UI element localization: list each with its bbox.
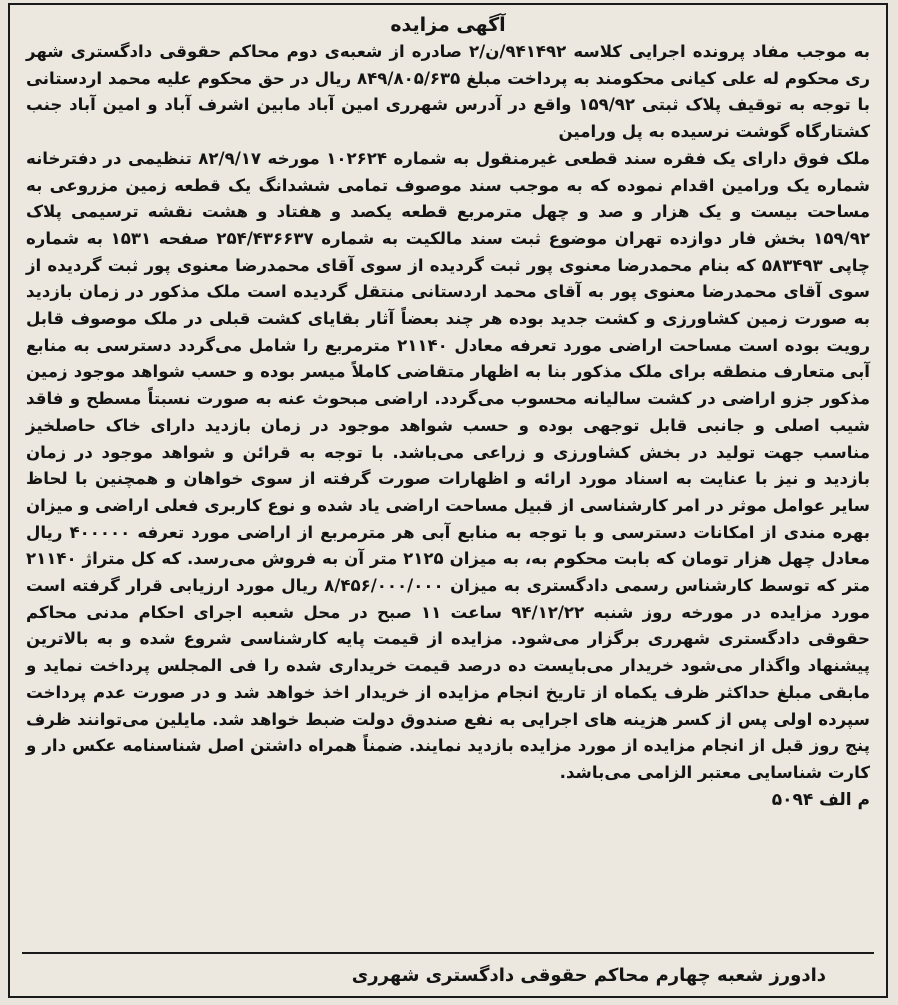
notice-frame xyxy=(22,11,874,954)
notice-title: آگهی مزایده xyxy=(390,14,506,36)
notice-paragraph-details: ملک فوق دارای یک فقره سند قطعی غیرمنقول به شماره ۱۰۲۶۲۴ مورخه ۸۲/۹/۱۷ تنظیمی در دفترخانه شماره یک ورامین اقدام نموده که به موجب سند موصوف تمامی ششدانگ یک قطعه زمین مزروعی به مساحت بیست و یک هزار و صد و چهل مترمربع قطعه یکصد و هفتاد و هشت نقشه ترسیمی پلاک ۱۵۹/۹۲ بخش فار دوازده تهران موضوع ثبت سند مالکیت به شماره ۲۵۴/۴۳۶۶۳۷ صفحه ۱۵۳۱ به شماره چاپی ۵۸۳۴۹۳ که بنام محمدرضا معنوی پور ثبت گردیده از سوی آقای محمدرضا معنوی پور ثبت گردیده از سوی آقای محمدرضا معنوی پور به آقای محمد اردستانی منتقل گردیده است ملک مذکور در زمان بازدید به صورت زمین کشاورزی و کشت جدید بوده هر چند بعضاً آثار بقایای کشت قبلی در ملک موصوف قابل رویت بوده است مساحت اراضی مورد تعرفه معادل ۲۱۱۴۰ مترمربع را شامل می‌گردد دسترسی به منابع آبی متعارف منطقه برای ملک مذکور بنا به اظهار متقاضی کاملاً میسر بوده و حسب شواهد موجود زمین مذکور جزو اراضی در کشت سالیانه محسوب می‌گردد. اراضی مبحوث عنه به صورت نسبتاً مسطح و فاقد شیب اصلی و جانبی قابل توجهی بوده و حسب شواهد موجود در زمان بازدید دارای خاک حاصلخیز مناسب جهت تولید در بخش کشاورزی و زراعی می‌باشد. با توجه به قرائن و شواهد موجود در زمان بازدید و نیز با عنایت به اسناد مورد ارائه و اظهارات صورت گرفته از سوی خواهان و همچنین با لحاظ سایر عوامل موثر در امر کارشناسی از قبیل مساحت اراضی یاد شده و نوع کاربری فعلی اراضی و میزان بهره مندی از امکانات دسترسی و با توجه به منابع آبی هر مترمربع از اراضی مورد تعرفه ۴۰۰۰۰۰ ریال معادل چهل هزار تومان که بابت محکوم به، به میزان ۲۱۲۵ متر آن به فروش می‌رسد. که کل متراژ ۲۱۱۴۰ متر که توسط کارشناس رسمی دادگستری به میزان ۸/۴۵۶/۰۰۰/۰۰۰ ریال مورد ارزیابی قرار گرفته است مورد مزایده در مورخه روز شنبه ۹۴/۱۲/۲۲ ساعت ۱۱ صبح در محل شعبه اجرای احکام مدنی محاکم حقوقی دادگستری شهرری برگزار می‌شود. مزایده از قیمت پایه کارشناسی شروع شده و به بالاترین پیشنهاد واگذار می‌شود خریدار می‌بایست ده درصد قیمت خریداری شده را فی المجلس پرداخت نماید و مابقی مبلغ حداکثر ظرف یکماه از تاریخ انجام مزایده از خریدار اخذ خواهد شد و در صورت عدم پرداخت سپرده اولی پس از کسر هزینه های اجرایی به نفع صندوق دولت ضبط خواهد شد. مایلین می‌توانند ظرف پنج روز قبل از انجام مزایده از مورد مزایده بازدید نمایند. ضمناً همراه داشتن اصل شناسنامه عکس دار و کارت شناسایی معتبر الزامی می‌باشد. xyxy=(26,148,870,782)
notice-body xyxy=(26,39,870,787)
notice-signature: دادورز شعبه چهارم محاکم حقوقی دادگستری شهرری xyxy=(351,965,826,986)
notice-paragraph-intro: به موجب مفاد پرونده اجرایی کلاسه ۹۴۱۴۹۲/ن/۲ صادره از شعبه‌ی دوم محاکم حقوقی دادگستری شهر ری محکوم له علی کیانی محکومند به پرداخت مبلغ ۸۴۹/۸۰۵/۶۳۵ ریال در حق محکوم علیه محمد اردستانی با توجه به توقیف پلاک ثبتی ۱۵۹/۹۲ واقع در آدرس شهرری امین آباد مابین اشرف آباد و امین آباد جنب کشتارگاه گوشت نرسیده به پل ورامین xyxy=(26,42,871,142)
newspaper-clipping xyxy=(8,3,888,998)
notice-reference: م الف ۵۰۹۴ xyxy=(771,789,870,810)
